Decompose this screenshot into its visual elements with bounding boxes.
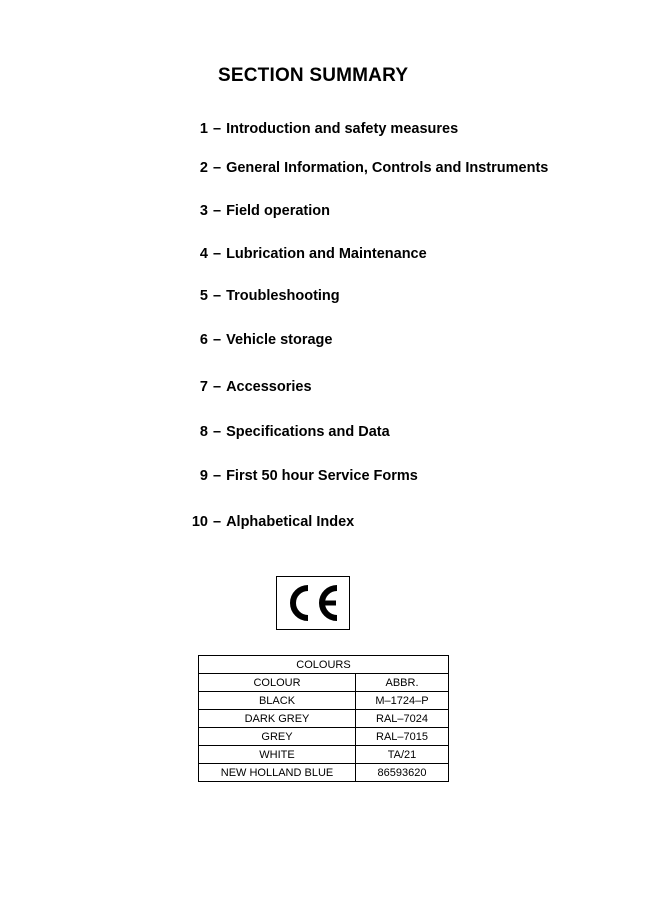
toc-item-9	[160, 468, 620, 484]
abbr-cell: RAL–7015	[356, 728, 449, 746]
toc-item-5	[160, 288, 620, 304]
toc-label: Field operation	[226, 203, 330, 219]
toc-label: Lubrication and Maintenance	[226, 246, 427, 262]
page-title: SECTION SUMMARY	[218, 65, 409, 86]
toc-separator: –	[213, 332, 222, 348]
column-header-abbr: ABBR.	[356, 674, 449, 692]
toc-separator: –	[213, 379, 222, 395]
colour-cell: NEW HOLLAND BLUE	[199, 764, 356, 782]
ce-mark-logo	[276, 576, 350, 630]
toc-separator: –	[213, 121, 222, 137]
abbr-cell: TA/21	[356, 746, 449, 764]
toc-label: Specifications and Data	[226, 424, 390, 440]
toc-label: General Information, Controls and Instruments	[226, 160, 549, 176]
toc-label: First 50 hour Service Forms	[226, 468, 418, 484]
table-caption: COLOURS	[199, 656, 449, 674]
toc-item-2	[160, 160, 620, 176]
toc-label: Introduction and safety measures	[226, 121, 459, 137]
toc-number: 10	[191, 514, 208, 530]
colour-cell: BLACK	[199, 692, 356, 710]
ce-mark-icon	[277, 577, 349, 629]
toc-number: 5	[199, 288, 208, 304]
toc-separator: –	[213, 160, 222, 176]
toc-item-10	[160, 514, 620, 530]
abbr-cell: RAL–7024	[356, 710, 449, 728]
column-header-colour: COLOUR	[199, 674, 356, 692]
toc-number: 2	[199, 160, 208, 176]
toc-number: 7	[199, 379, 208, 395]
toc-number: 3	[199, 203, 208, 219]
toc-item-3	[160, 203, 620, 219]
toc-number: 1	[199, 121, 208, 137]
abbr-cell: M–1724–P	[356, 692, 449, 710]
table-row	[199, 692, 449, 710]
toc-label: Troubleshooting	[226, 288, 340, 304]
table-row	[199, 710, 449, 728]
toc-label: Accessories	[226, 379, 312, 395]
colour-cell: GREY	[199, 728, 356, 746]
table-row	[199, 728, 449, 746]
toc-item-1	[160, 121, 620, 137]
colour-cell: DARK GREY	[199, 710, 356, 728]
abbr-cell: 86593620	[356, 764, 449, 782]
toc-label: Alphabetical Index	[226, 514, 355, 530]
colour-cell: WHITE	[199, 746, 356, 764]
toc-item-6	[160, 332, 620, 348]
table-row	[199, 746, 449, 764]
toc-item-4	[160, 246, 620, 262]
toc-item-8	[160, 424, 620, 440]
table-caption-row	[199, 656, 449, 674]
toc-number: 9	[199, 468, 208, 484]
toc-separator: –	[213, 424, 222, 440]
toc-separator: –	[213, 514, 222, 530]
toc-number: 6	[199, 332, 208, 348]
toc-separator: –	[213, 203, 222, 219]
colours-table	[198, 655, 449, 782]
toc-separator: –	[213, 468, 222, 484]
toc-number: 8	[199, 424, 208, 440]
toc-label: Vehicle storage	[226, 332, 333, 348]
table-row	[199, 764, 449, 782]
table-header-row	[199, 674, 449, 692]
toc-number: 4	[199, 246, 208, 262]
toc-item-7	[160, 379, 620, 395]
toc-separator: –	[213, 288, 222, 304]
toc-separator: –	[213, 246, 222, 262]
